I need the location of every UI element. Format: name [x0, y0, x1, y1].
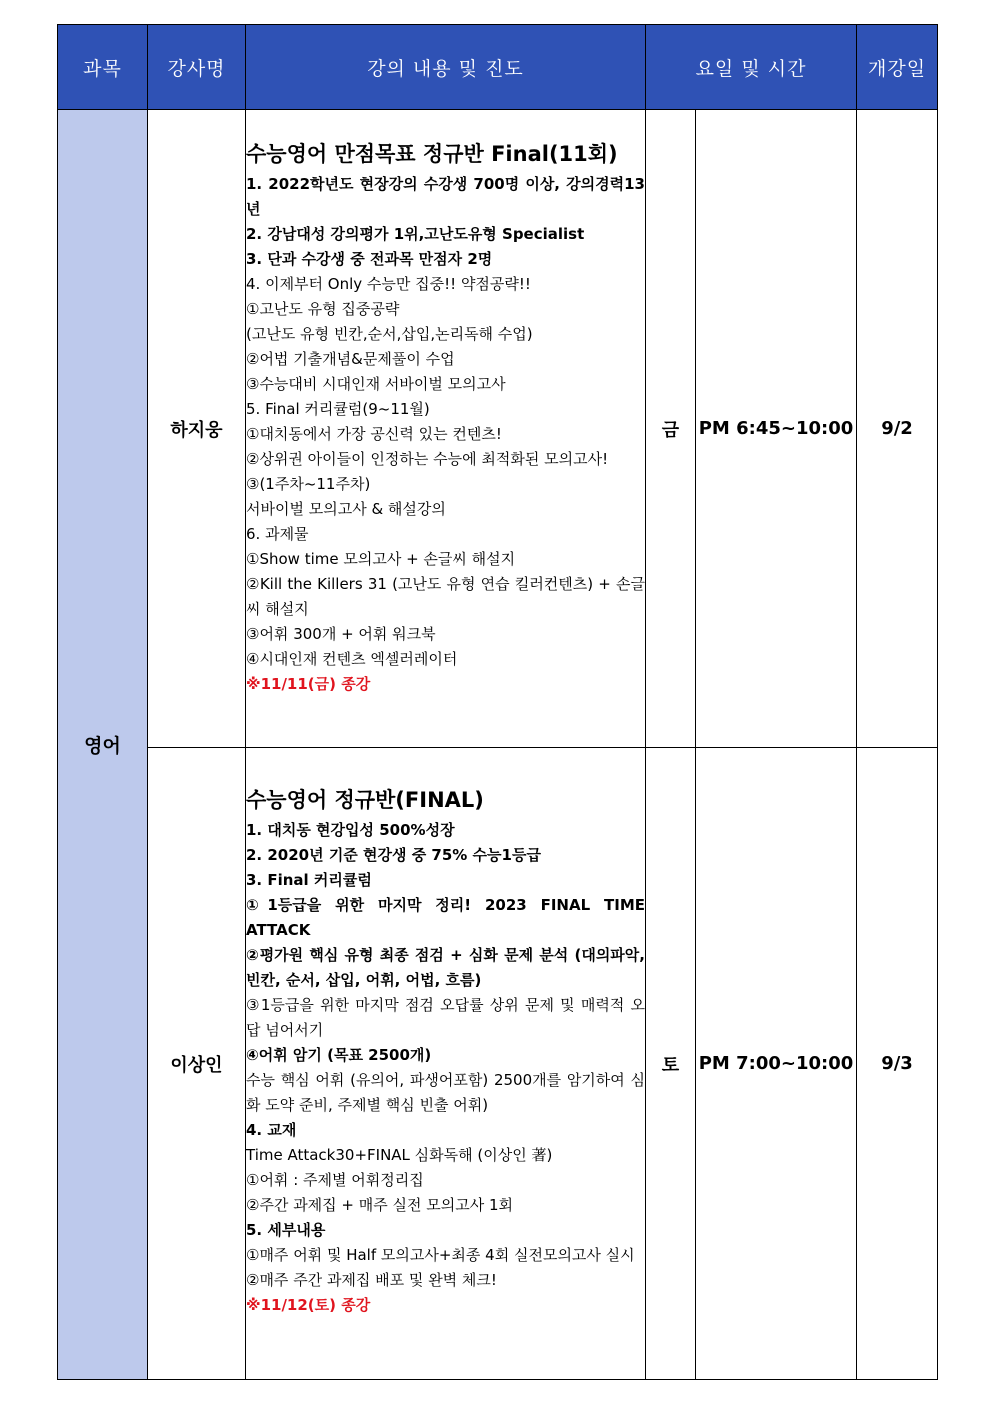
content-line: ③(1주차~11주차) [246, 475, 371, 493]
course-start-date: 9/3 [857, 748, 938, 1380]
content-line: 4. 이제부터 Only 수능만 집중!! 약점공략!! [246, 275, 531, 293]
schedule-table [57, 24, 938, 1380]
course-content [246, 110, 646, 748]
content-line: ①Show time 모의고사 + 손글씨 해설지 [246, 550, 516, 568]
content-line: 3. Final 커리큘럼 [246, 871, 372, 889]
header-subject: 과목 [58, 25, 148, 110]
course-row-1 [58, 110, 938, 748]
course-day: 토 [646, 748, 696, 1380]
content-line: 1. 대치동 현강입성 500%성장 [246, 821, 455, 839]
content-line: 2. 2020년 기준 현강생 중 75% 수능1등급 [246, 846, 541, 864]
content-line: ②주간 과제집 + 매주 실전 모의고사 1회 [246, 1196, 514, 1214]
content-line: ②Kill the Killers 31 (고난도 유형 연습 킬러컨텐츠) + 손글씨 해설지 [246, 575, 645, 618]
header-teacher: 강사명 [148, 25, 246, 110]
course-time: PM 7:00~10:00 [696, 748, 857, 1380]
content-line: 2. 강남대성 강의평가 1위,고난도유형 Specialist [246, 225, 585, 243]
content-line: 서바이벌 모의고사 & 해설강의 [246, 500, 446, 518]
content-line: ③1등급을 위한 마지막 점검 오답률 상위 문제 및 매력적 오답 넘어서기 [246, 996, 645, 1039]
content-line: ※11/11(금) 종강 [246, 675, 371, 693]
header-schedule: 요일 및 시간 [646, 25, 857, 110]
content-line: 수능 핵심 어휘 (유의어, 파생어포함) 2500개를 암기하여 심화 도약 준비, 주제별 핵심 빈출 어휘) [246, 1071, 645, 1114]
course-start-date: 9/2 [857, 110, 938, 748]
course-content [246, 748, 646, 1380]
course-time: PM 6:45~10:00 [696, 110, 857, 748]
header-row [58, 25, 938, 110]
course-day: 금 [646, 110, 696, 748]
content-line: Time Attack30+FINAL 심화독해 (이상인 著) [246, 1146, 553, 1164]
course-lines [246, 172, 645, 697]
course-title: 수능영어 정규반(FINAL) [246, 788, 484, 812]
content-line: 3. 단과 수강생 중 전과목 만점자 2명 [246, 250, 493, 268]
content-line: ②평가원 핵심 유형 최종 점검 + 심화 문제 분석 (대의파악, 빈칸, 순서, 삽입, 어휘, 어법, 흐름) [246, 946, 645, 989]
teacher-name: 이상인 [148, 748, 246, 1380]
content-line: (고난도 유형 빈칸,순서,삽입,논리독해 수업) [246, 325, 533, 343]
content-line: 5. 세부내용 [246, 1221, 326, 1239]
content-line: ①고난도 유형 집중공략 [246, 300, 400, 318]
subject-cell: 영어 [58, 110, 148, 1380]
content-line: ①어휘 : 주제별 어휘정리집 [246, 1171, 424, 1189]
course-row-2 [58, 748, 938, 1380]
content-line: ③수능대비 시대인재 서바이벌 모의고사 [246, 375, 506, 393]
content-line: ④어휘 암기 (목표 2500개) [246, 1046, 432, 1064]
header-start-date: 개강일 [857, 25, 938, 110]
course-title: 수능영어 만점목표 정규반 Final(11회) [246, 142, 618, 166]
content-line: ①1등급을 위한 마지막 정리! 2023 FINAL TIME ATTACK [246, 896, 645, 939]
content-line: ④시대인재 컨텐츠 엑셀러레이터 [246, 650, 458, 668]
content-line: ②어법 기출개념&문제풀이 수업 [246, 350, 455, 368]
content-line: 4. 교재 [246, 1121, 297, 1139]
content-line: ②매주 주간 과제집 배포 및 완벽 체크! [246, 1271, 497, 1289]
content-line: ②상위권 아이들이 인정하는 수능에 최적화된 모의고사! [246, 450, 609, 468]
content-line: 5. Final 커리큘럼(9~11월) [246, 400, 430, 418]
content-line: 6. 과제물 [246, 525, 309, 543]
teacher-name: 하지웅 [148, 110, 246, 748]
content-line: ①매주 어휘 및 Half 모의고사+최종 4회 실전모의고사 실시 [246, 1246, 635, 1264]
content-line: ※11/12(토) 종강 [246, 1296, 371, 1314]
header-content: 강의 내용 및 진도 [246, 25, 646, 110]
content-line: 1. 2022학년도 현장강의 수강생 700명 이상, 강의경력13년 [246, 175, 645, 218]
content-line: ③어휘 300개 + 어휘 워크북 [246, 625, 436, 643]
course-lines [246, 818, 645, 1318]
content-line: ①대치동에서 가장 공신력 있는 컨텐츠! [246, 425, 502, 443]
